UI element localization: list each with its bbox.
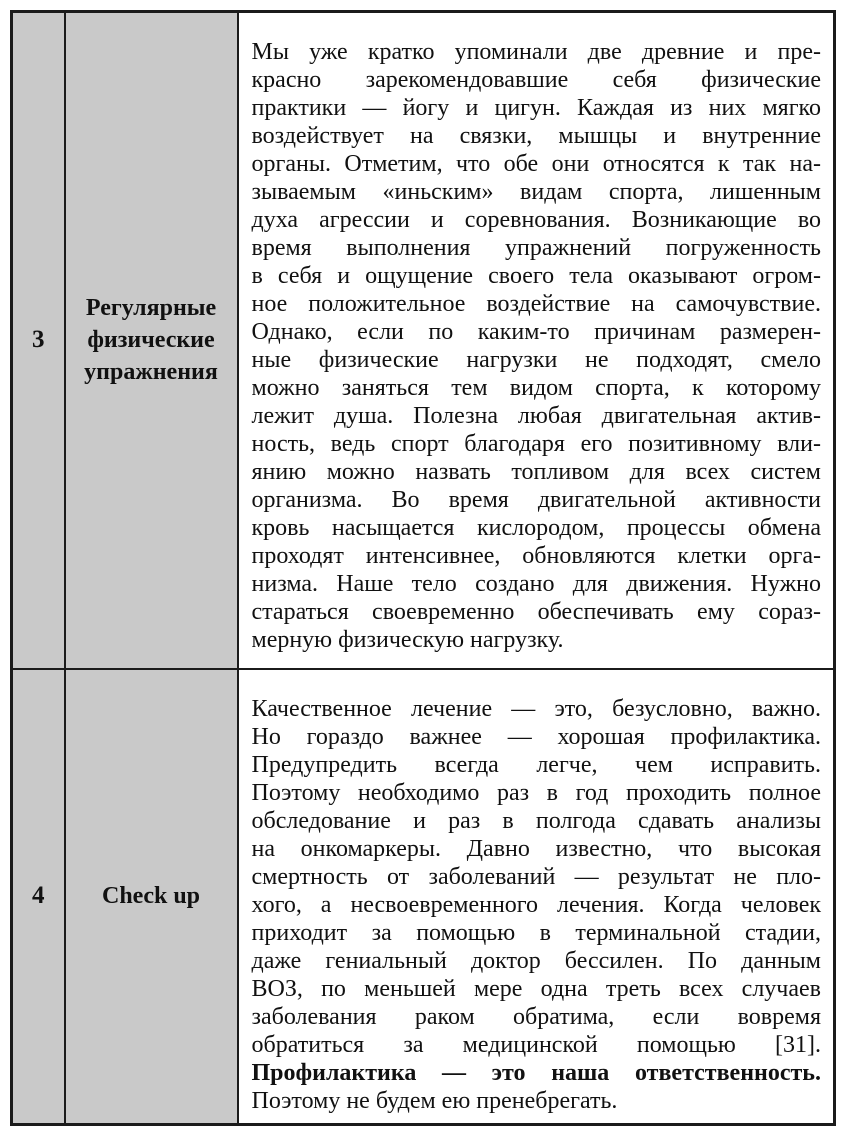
paragraph-line: Качественное лечение — это, безусловно, важно. bbox=[251, 695, 821, 722]
paragraph-line: кровь насыщается кислородом, процессы обмена bbox=[251, 515, 821, 541]
paragraph-line: Однако, если по каким-то причинам размерен- bbox=[251, 319, 821, 345]
paragraph-line: обследование и раз в полгода сдавать анализы bbox=[251, 807, 821, 834]
paragraph-line: янию можно назвать топливом для всех систем bbox=[251, 459, 821, 485]
paragraph-line: стараться своевременно обеспечивать ему сораз- bbox=[251, 599, 821, 625]
paragraph-line: можно заняться тем видом спорта, к которому bbox=[251, 375, 821, 401]
row-title-cell bbox=[65, 669, 238, 1125]
paragraph-line: лежит душа. Полезна любая двигательная актив- bbox=[251, 403, 821, 429]
paragraph-line: проходят интенсивнее, обновляются клетки орга- bbox=[251, 543, 821, 569]
paragraph-line: ность, ведь спорт благодаря его позитивному вли- bbox=[251, 431, 821, 457]
paragraph-line: Профилактика — это наша ответственность. bbox=[251, 1059, 821, 1086]
paragraph-line: Поэтому необходимо раз в год проходить полное bbox=[251, 779, 821, 806]
paragraph-line: в себя и ощущение своего тела оказывают огром- bbox=[251, 263, 821, 289]
paragraph-line: воздействует на связки, мышцы и внутренние bbox=[251, 123, 821, 149]
row-title-cell bbox=[65, 12, 238, 669]
paragraph-line: зываемым «иньским» видам спорта, лишенным bbox=[251, 179, 821, 205]
row-title-line: Check up bbox=[101, 883, 201, 910]
paragraph-line: приходит за помощью в терминальной стадии, bbox=[251, 919, 821, 946]
row-text-cell bbox=[238, 669, 835, 1125]
paragraph-line: ные физические нагрузки не подходят, смело bbox=[251, 347, 821, 373]
paragraph-line: время выполнения упражнений погруженность bbox=[251, 235, 821, 261]
paragraph-line: даже гениальный доктор бессилен. По данным bbox=[251, 947, 821, 974]
paragraph-line: мерную физическую нагрузку. bbox=[251, 627, 564, 653]
row-title-line: упражнения bbox=[84, 359, 218, 386]
paragraph-line: ное положительное воздействие на самочувствие. bbox=[251, 291, 821, 317]
paragraph-line: смертность от заболеваний — результат не пло- bbox=[251, 863, 821, 890]
paragraph-line: ВОЗ, по меньшей мере одна треть всех случаев bbox=[251, 975, 821, 1002]
paragraph-line: духа агрессии и соревнования. Возникающие во bbox=[251, 207, 821, 233]
paragraph-line: практики — йогу и цигун. Каждая из них мягко bbox=[251, 95, 821, 121]
paragraph-line: органы. Отметим, что обе они относятся к так на- bbox=[251, 151, 821, 177]
table-body bbox=[12, 12, 835, 1125]
paragraph-line: Мы уже кратко упоминали две древние и пре- bbox=[251, 39, 821, 65]
paragraph-line: обратиться за медицинской помощью [31]. bbox=[251, 1031, 821, 1058]
paragraph-line: на онкомаркеры. Давно известно, что высокая bbox=[251, 835, 821, 862]
content-table bbox=[10, 10, 836, 1126]
paragraph-line: Но гораздо важнее — хорошая профилактика. bbox=[251, 723, 821, 750]
paragraph-line: Поэтому не будем ею пренебрегать. bbox=[251, 1087, 618, 1114]
row-number-cell: 3 bbox=[12, 12, 65, 669]
paragraph-line: Предупредить всегда легче, чем исправить. bbox=[251, 751, 821, 778]
row-title-line: физические bbox=[87, 327, 215, 354]
paragraph-line: организма. Во время двигательной активности bbox=[251, 487, 821, 513]
table-row bbox=[12, 12, 835, 669]
table-row bbox=[12, 669, 835, 1125]
paragraph-line: красно зарекомендовавшие себя физические bbox=[251, 67, 821, 93]
paragraph-line: заболевания раком обратима, если вовремя bbox=[251, 1003, 821, 1030]
row-title-line: Регулярные bbox=[85, 295, 217, 322]
row-text-cell bbox=[238, 12, 835, 669]
paragraph-line: хого, а несвоевременного лечения. Когда человек bbox=[251, 891, 821, 918]
paragraph-line: низма. Наше тело создано для движения. Нужно bbox=[251, 571, 821, 597]
row-number-cell: 4 bbox=[12, 669, 65, 1125]
